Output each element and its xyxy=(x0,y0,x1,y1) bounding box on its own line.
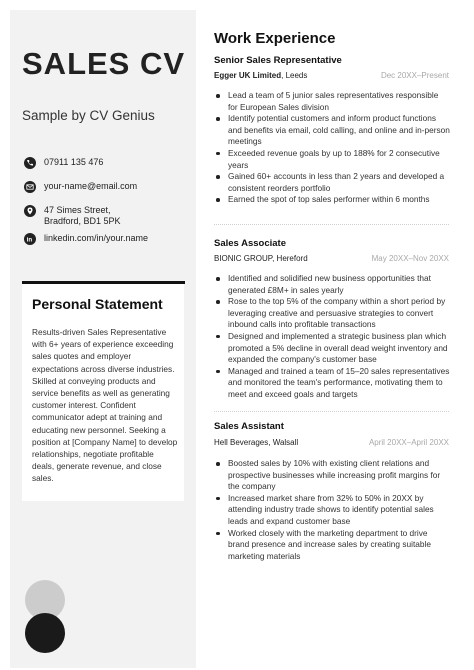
job-title: Sales Associate xyxy=(214,238,286,249)
job-bullets xyxy=(214,273,450,401)
cv-name-title: SALES CV xyxy=(22,46,186,81)
job-bullet: Designed and implemented a strategic business plan which promoted a 5% decline in overall dead weight inventory and expanded the company's customer base xyxy=(214,331,450,366)
job-title: Senior Sales Representative xyxy=(214,55,342,66)
personal-statement-box xyxy=(22,284,184,501)
job-location: , Walsall xyxy=(268,438,299,447)
job-bullet: Rose to the top 5% of the company within a short period by leveraging creative and persuasive strategies to convert inbound calls into profitable transactions xyxy=(214,296,450,331)
job-bullet: Identify potential customers and inform product functions and benefits via email, cold calling, and online and in-person meetings xyxy=(214,113,450,148)
location-icon xyxy=(24,205,36,217)
linkedin-icon xyxy=(24,233,36,245)
job-bullet: Managed and trained a team of 15–20 sales representatives and monitored the team's performance, motivating them to meet and exceed goals and targets xyxy=(214,366,450,401)
job-bullet: Lead a team of 5 junior sales representatives responsible for European Sales division xyxy=(214,90,450,113)
job-dates: Dec 20XX–Present xyxy=(380,71,449,80)
contact-address-line2: Bradford, BD1 5PK xyxy=(44,216,121,226)
job-company-name: Egger UK Limited xyxy=(214,71,282,80)
job-company xyxy=(214,254,308,263)
job-dates: May 20XX–Nov 20XX xyxy=(371,254,449,263)
email-icon xyxy=(24,181,36,193)
cv-subtitle: Sample by CV Genius xyxy=(22,108,155,123)
svg-text:in: in xyxy=(26,236,33,243)
job-company-name: Hell Beverages xyxy=(214,438,269,447)
job-separator xyxy=(214,224,449,225)
job-company xyxy=(214,438,298,447)
personal-statement-title: Personal Statement xyxy=(32,296,163,312)
decorative-circle-black xyxy=(25,613,65,653)
contact-linkedin-text[interactable]: linkedin.com/in/your.name xyxy=(44,233,149,243)
phone-icon xyxy=(24,157,36,169)
job-bullet: Increased market share from 32% to 50% in 20XX by attending industry trade shows to identify potential sales leads and expand customer base xyxy=(214,493,450,528)
job-bullets xyxy=(214,90,450,206)
job-location: , Hereford xyxy=(272,254,308,263)
contact-email-text[interactable]: your-name@email.com xyxy=(44,181,138,191)
job-company xyxy=(214,71,307,80)
job-separator xyxy=(214,411,449,412)
job-bullets xyxy=(214,458,450,562)
job-bullet: Identified and solidified new business opportunities that generated £8M+ in sales yearly xyxy=(214,273,450,296)
job-location: , Leeds xyxy=(281,71,308,80)
personal-statement-text: Results-driven Sales Representative with 6+ years of experience exceeding sales quotes and employer expectations across diverse industries. Skilled at conveying products and service benefits as well as generating customer interest. Confident communicator adept at training and educating new personnel. Seeking a position at [Company Name] to develop relationships, negotiate profitable deals, generate revenue, and close sales. xyxy=(32,327,178,484)
job-bullet: Worked closely with the marketing department to drive brand presence and increase sales by creating suitable marketing materials xyxy=(214,528,450,563)
job-bullet: Boosted sales by 10% with existing client relations and prospective businesses while increasing profit margins for the company xyxy=(214,458,450,493)
job-company-name: BIONIC GROUP xyxy=(214,254,273,263)
job-bullet: Exceeded revenue goals by up to 188% for 2 consecutive years xyxy=(214,148,450,171)
work-experience-title: Work Experience xyxy=(214,30,336,47)
contact-phone-text: 07911 135 476 xyxy=(44,157,104,167)
contact-address-line1: 47 Simes Street, xyxy=(44,205,111,215)
job-dates: April 20XX–April 20XX xyxy=(368,438,449,447)
job-bullet: Earned the spot of top sales performer within 6 months xyxy=(214,194,450,206)
job-title: Sales Assistant xyxy=(214,421,284,432)
job-bullet: Gained 60+ accounts in less than 2 years and developed a consistent reorders portfolio xyxy=(214,171,450,194)
